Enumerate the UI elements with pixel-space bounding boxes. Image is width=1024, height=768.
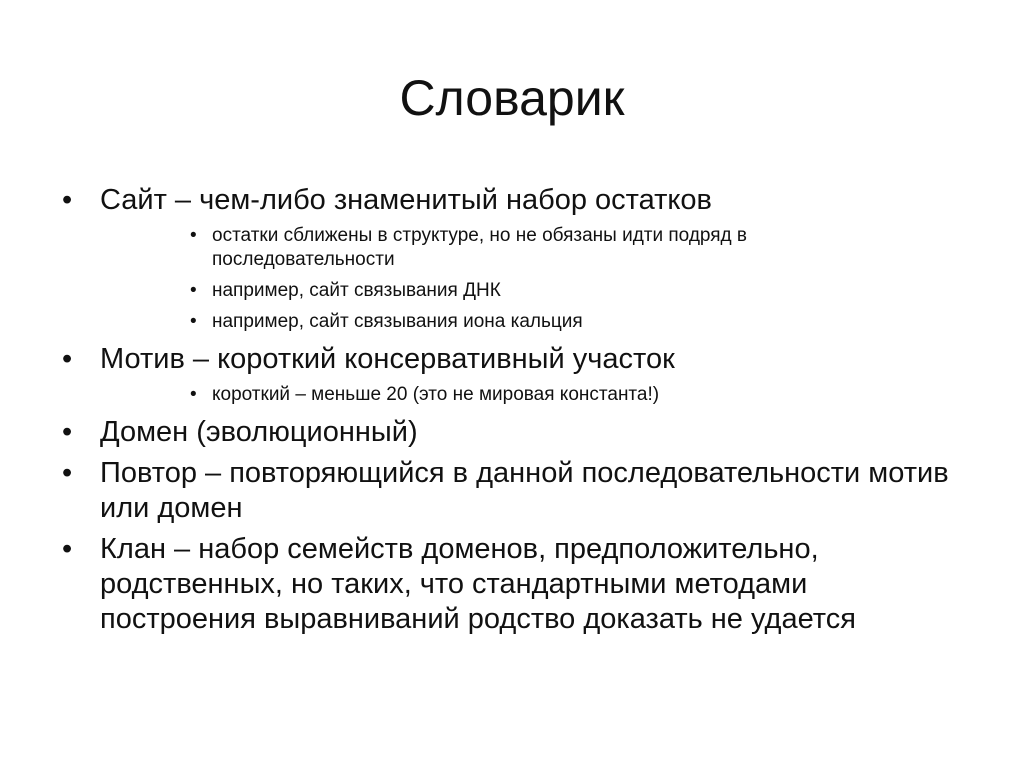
- bullet-text: Клан – набор семейств доменов, предположительно, родственных, но таких, что стандартными методами построения выравниваний родство доказать не удается: [100, 533, 856, 635]
- sub-bullet-text: остатки сближены в структуре, но не обязаны идти подряд в последовательности: [212, 225, 748, 270]
- bullet-dot: •: [62, 184, 73, 216]
- sub-list-site: [62, 224, 962, 334]
- sub-bullet-text: например, сайт связывания иона кальция: [212, 311, 583, 332]
- sub-bullet-dot: •: [190, 311, 197, 332]
- sub-bullet-text: короткий – меньше 20 (это не мировая константа!): [212, 384, 660, 405]
- bullet-text: Сайт – чем-либо знаменитый набор остатков: [100, 184, 712, 216]
- bullet-text: Мотив – короткий консервативный участок: [100, 343, 675, 375]
- bullet-dot: •: [62, 457, 73, 489]
- bullet-item-motif: [62, 342, 962, 377]
- bullet-item-domain: [62, 415, 962, 450]
- sub-list-motif: [62, 383, 962, 407]
- sub-bullet-dot: •: [190, 280, 197, 301]
- bullet-dot: •: [62, 343, 73, 375]
- bullet-item-site: [62, 183, 962, 218]
- sub-bullet-item: [190, 279, 872, 303]
- sub-bullet-dot: •: [190, 384, 197, 405]
- bullet-dot: •: [62, 533, 73, 565]
- bullet-dot: •: [62, 416, 73, 448]
- sub-bullet-dot: •: [190, 225, 197, 246]
- bullet-item-clan: [62, 532, 962, 637]
- bullet-list: [62, 183, 962, 643]
- bullet-text: Повтор – повторяющийся в данной последовательности мотив или домен: [100, 457, 949, 524]
- sub-bullet-item: [190, 310, 872, 334]
- sub-bullet-item: [190, 224, 872, 272]
- slide-title: Словарик: [399, 70, 625, 126]
- bullet-item-repeat: [62, 456, 962, 526]
- bullet-text: Домен (эволюционный): [100, 416, 418, 448]
- sub-bullet-text: например, сайт связывания ДНК: [212, 280, 501, 301]
- sub-bullet-item: [190, 383, 872, 407]
